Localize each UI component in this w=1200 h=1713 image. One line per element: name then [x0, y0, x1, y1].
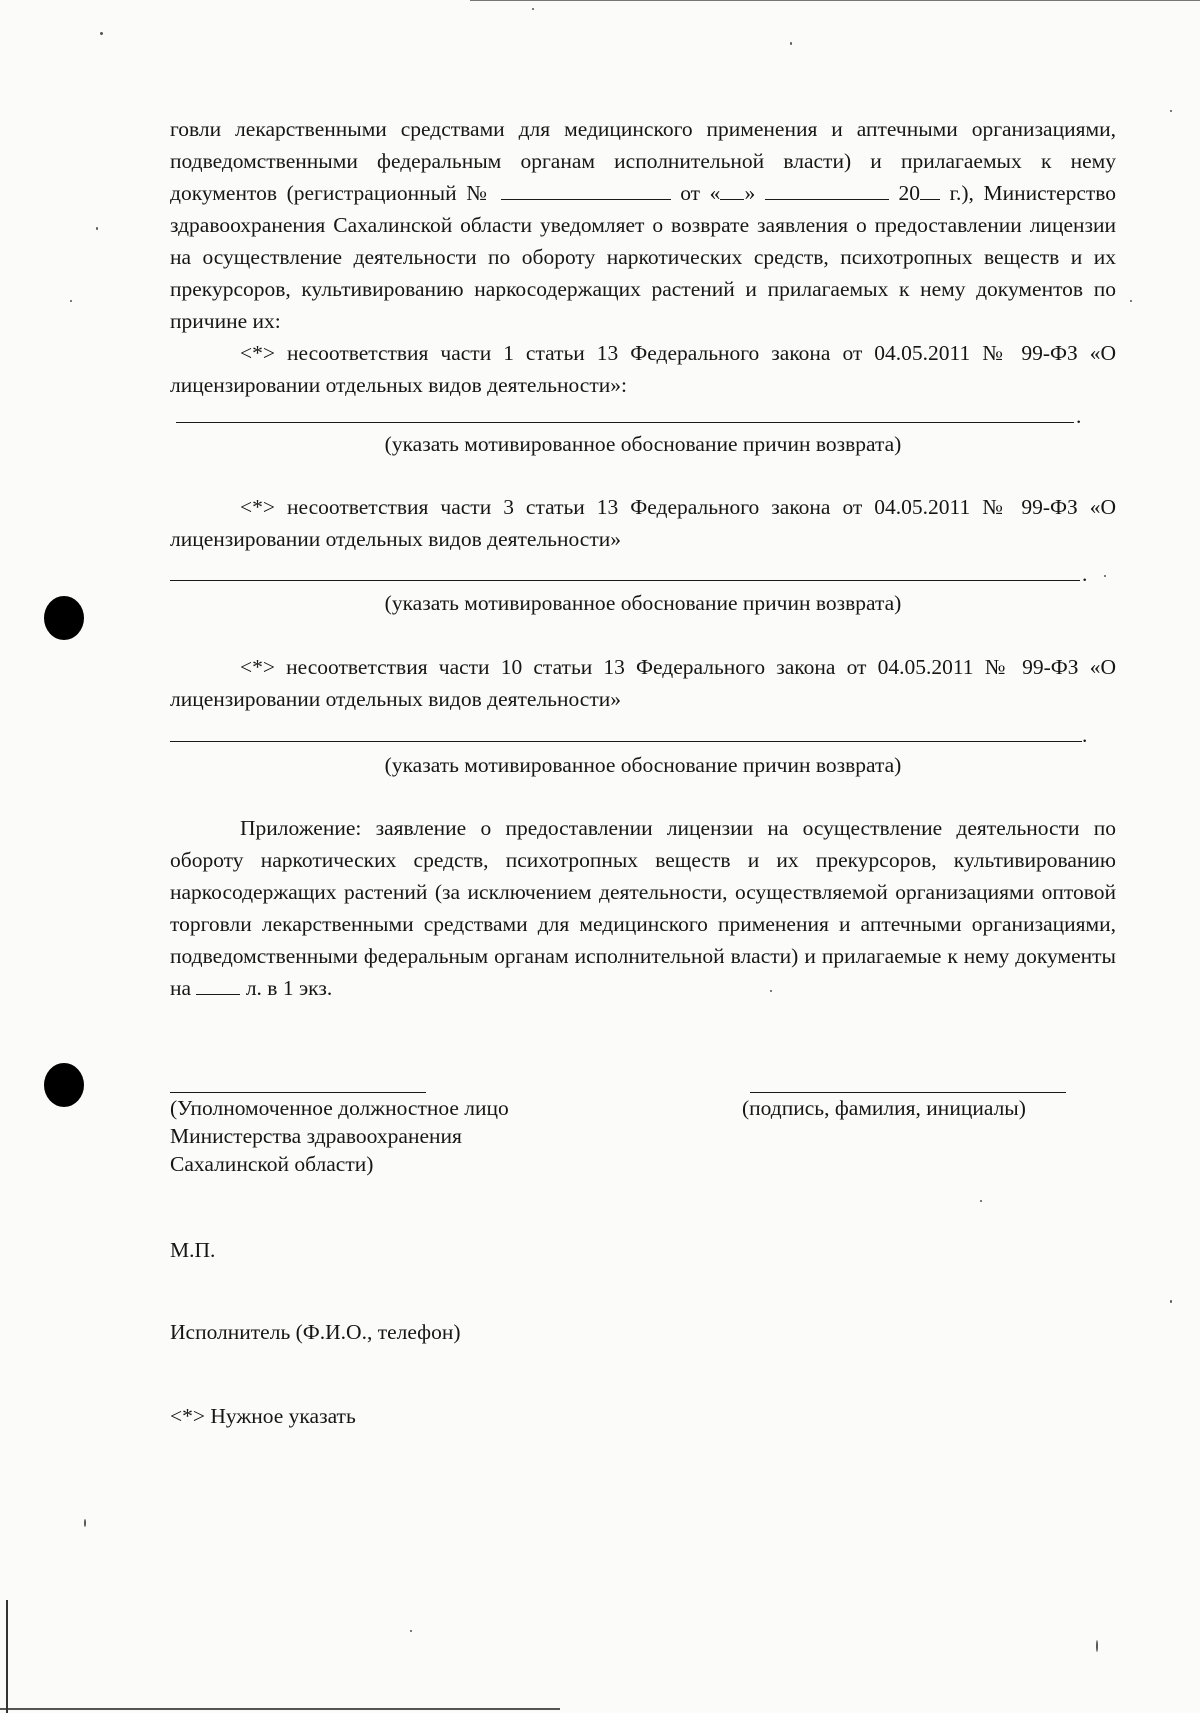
appendix-tail: л. в 1 экз.	[245, 976, 333, 1000]
official-label-line-3: Сахалинской области)	[170, 1152, 374, 1176]
appendix-text: Приложение: заявление о предоставлении лицензии на осуществление деятельности по обороту наркотических средств, психотропных веществ и их прекурсоров, культивированию наркосодержащих растений (за исключением деятельности, осуществляемой организациями оптовой торговли лекарственными средствами для медицинского применения и аптечными организациями, подведомственными федеральным органам исполнительной власти) и прилагаемые к нему документы на	[170, 816, 1116, 1000]
reason-1-text: <*> несоответствия части 1 статьи 13 Федерального закона от 04.05.2011 № 99-ФЗ «О лицензировании отдельных видов деятельности»:	[170, 341, 1116, 397]
punch-hole-upper	[44, 596, 84, 640]
reason-2-line[interactable]	[170, 580, 1080, 581]
reg-from-label: от «	[680, 181, 721, 205]
scan-speck	[770, 990, 772, 992]
official-label-line-1: (Уполномоченное должностное лицо	[170, 1096, 509, 1120]
scan-speck	[532, 8, 534, 10]
reason-1-line-end: .	[1076, 404, 1082, 428]
reason-3-text: <*> несоответствия части 10 статьи 13 Федерального закона от 04.05.2011 № 99-ФЗ «О лицензировании отдельных видов деятельности»	[170, 655, 1116, 711]
reason-2-line-end: .	[1082, 562, 1088, 586]
scan-edge-top	[470, 0, 1200, 1]
scan-speck	[790, 42, 792, 45]
reason-3-caption: (указать мотивированное обоснование причин возврата)	[384, 753, 902, 777]
punch-hole-lower	[44, 1063, 84, 1107]
reason-1-paragraph	[170, 337, 1116, 401]
reg-number-blank[interactable]	[501, 179, 671, 200]
reg-year-prefix: 20	[898, 181, 920, 205]
reason-2-caption: (указать мотивированное обоснование причин возврата)	[384, 591, 902, 615]
scan-edge-left	[6, 1600, 8, 1713]
appendix-paragraph	[170, 812, 1116, 1004]
official-label	[170, 1094, 509, 1178]
reg-month-blank[interactable]	[765, 179, 889, 200]
scan-speck	[980, 1200, 982, 1202]
reason-1-caption: (указать мотивированное обоснование причин возврата)	[384, 432, 902, 456]
scan-speck	[1170, 110, 1172, 112]
intro-paragraph	[170, 113, 1116, 337]
scan-speck	[1104, 575, 1106, 577]
scan-speck	[1096, 1640, 1098, 1652]
reason-3-paragraph	[170, 651, 1116, 715]
scan-speck	[96, 227, 98, 230]
official-line[interactable]	[170, 1092, 426, 1093]
reg-quote-close: »	[744, 181, 756, 205]
reason-2-text: <*> несоответствия части 3 статьи 13 Федерального закона от 04.05.2011 № 99-ФЗ «О лицензировании отдельных видов деятельности»	[170, 495, 1116, 551]
reg-day-blank[interactable]	[720, 179, 744, 200]
reason-2-paragraph	[170, 491, 1116, 555]
signature-label: (подпись, фамилия, инициалы)	[742, 1096, 1026, 1120]
stamp-label: М.П.	[170, 1238, 216, 1262]
intro-text: говли лекарственными средствами для медицинского применения и аптечными организациями, подведомственными федеральным органам исполнительной власти) и прилагаемых к нему документов (регистрационный №	[170, 117, 1116, 205]
scan-speck	[100, 32, 103, 35]
reg-year-suffix: г.), Министерство здравоохранения Сахалинской области уведомляет о возврате заявления о предоставлении лицензии на осуществление деятельности по обороту наркотических средств, психотропных веществ и их прекурсоров, культивированию наркосодержащих растений и прилагаемых к нему документов по причине их:	[170, 181, 1117, 333]
executor-label: Исполнитель (Ф.И.О., телефон)	[170, 1320, 461, 1344]
scan-speck	[70, 300, 72, 302]
reg-year-blank[interactable]	[920, 179, 940, 200]
scan-speck	[84, 1519, 86, 1527]
scan-speck	[410, 1630, 412, 1632]
scan-speck	[1170, 1300, 1172, 1303]
signature-line[interactable]	[750, 1092, 1066, 1093]
official-label-line-2: Министерства здравоохранения	[170, 1124, 462, 1148]
appendix-sheets-blank[interactable]	[196, 974, 240, 995]
footnote: <*> Нужное указать	[170, 1404, 356, 1428]
reason-3-line-end: .	[1082, 723, 1088, 747]
reason-1-line[interactable]	[176, 422, 1074, 423]
scan-edge-bottom	[0, 1708, 560, 1710]
reason-3-line[interactable]	[170, 741, 1082, 742]
scan-speck	[1130, 300, 1132, 302]
